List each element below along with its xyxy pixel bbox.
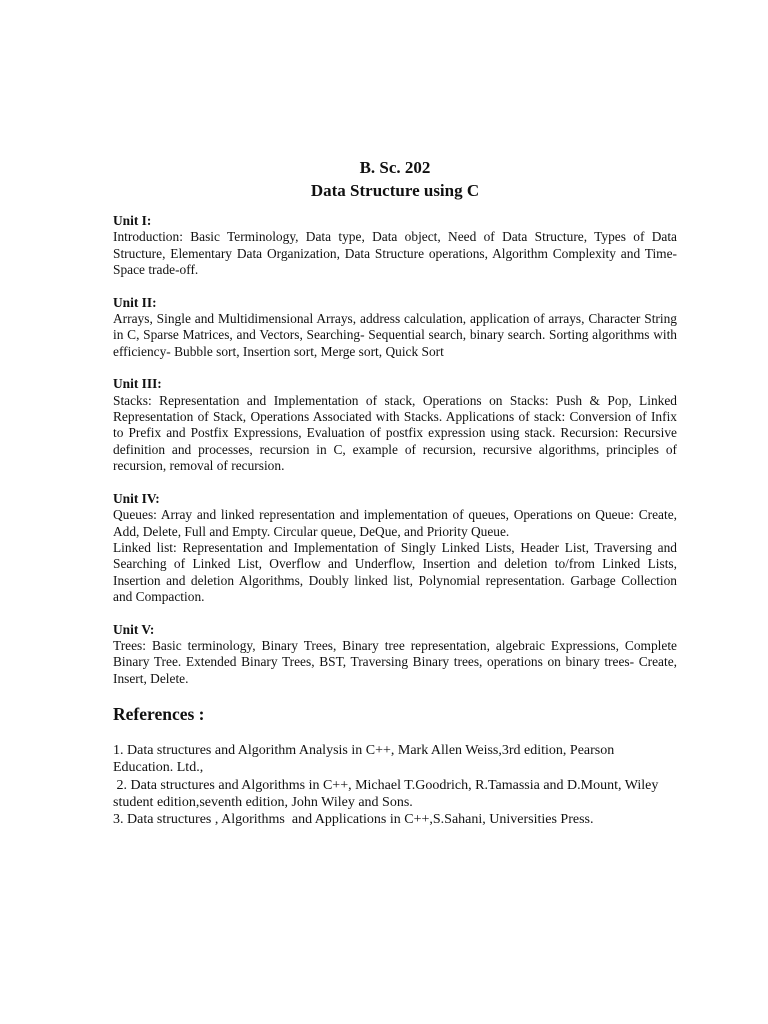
- unit-3: [113, 376, 677, 474]
- syllabus-page: [113, 156, 680, 828]
- title-block: [113, 156, 677, 202]
- unit-heading: Unit III:: [113, 376, 162, 392]
- unit-paragraph: Linked list: Representation and Implementation of Singly Linked Lists, Header List, Traversing and Searching of Linked List, Overflow and Underflow, Insertion and deletion to/from Linked Lists, Insertion and deletion Algorithms, Doubly linked list, Polynomial representation. Garbage Collection and Compaction.: [113, 539, 677, 605]
- unit-heading: Unit IV:: [113, 490, 160, 506]
- reference-item: 2. Data structures and Algorithms in C++, Michael T.Goodrich, R.Tamassia and D.Mount, Wiley student edition,seventh edition, John Wiley and Sons.: [113, 777, 680, 810]
- unit-paragraph: Trees: Basic terminology, Binary Trees, Binary tree representation, algebraic Expressions, Complete Binary Tree. Extended Binary Trees, BST, Traversing Binary trees, operations on binary trees- Create, Insert, Delete.: [113, 637, 677, 686]
- unit-paragraph: Introduction: Basic Terminology, Data type, Data object, Need of Data Structure, Types of Data Structure, Elementary Data Organization, Data Structure operations, Algorithm Complexity and Time-Space trade-off.: [113, 229, 677, 278]
- unit-2: [113, 295, 677, 361]
- unit-4: [113, 491, 677, 606]
- unit-heading: Unit II:: [113, 294, 157, 310]
- unit-paragraph: Arrays, Single and Multidimensional Arrays, address calculation, application of arrays, Character String in C, Sparse Matrices, and Vectors, Searching- Sequential search, binary search. Sorting algorithms with efficiency- Bubble sort, Insertion sort, Merge sort, Quick Sort: [113, 311, 677, 359]
- reference-item: 3. Data structures , Algorithms and Applications in C++,S.Sahani, Universities Press.: [113, 811, 594, 827]
- unit-paragraph: Queues: Array and linked representation and implementation of queues, Operations on Queue: Create, Add, Delete, Full and Empty. Circular queue, DeQue, and Priority Queue.: [113, 507, 677, 539]
- unit-paragraph: Stacks: Representation and Implementation of stack, Operations on Stacks: Push & Pop, Linked Representation of Stack, Operations Associated with Stacks. Applications of stack: Conversion of Infix to Prefix and Postfix Expressions, Evaluation of postfix expression using stack. Recursion: Recursive definition and processes, recursion in C, example of recursion, recursive algorithms, principles of recursion, removal of recursion.: [113, 392, 677, 474]
- course-code: B. Sc. 202: [359, 158, 431, 177]
- unit-1: [113, 213, 677, 279]
- references-list: [113, 742, 680, 828]
- reference-item: 1. Data structures and Algorithm Analysis in C++, Mark Allen Weiss,3rd edition, Pearson Education. Ltd.,: [113, 743, 618, 776]
- units-list: [113, 213, 677, 687]
- references-heading: References :: [113, 704, 205, 725]
- unit-heading: Unit V:: [113, 621, 155, 637]
- unit-heading: Unit I:: [113, 213, 152, 228]
- course-title: Data Structure using C: [310, 181, 480, 200]
- unit-5: [113, 622, 677, 688]
